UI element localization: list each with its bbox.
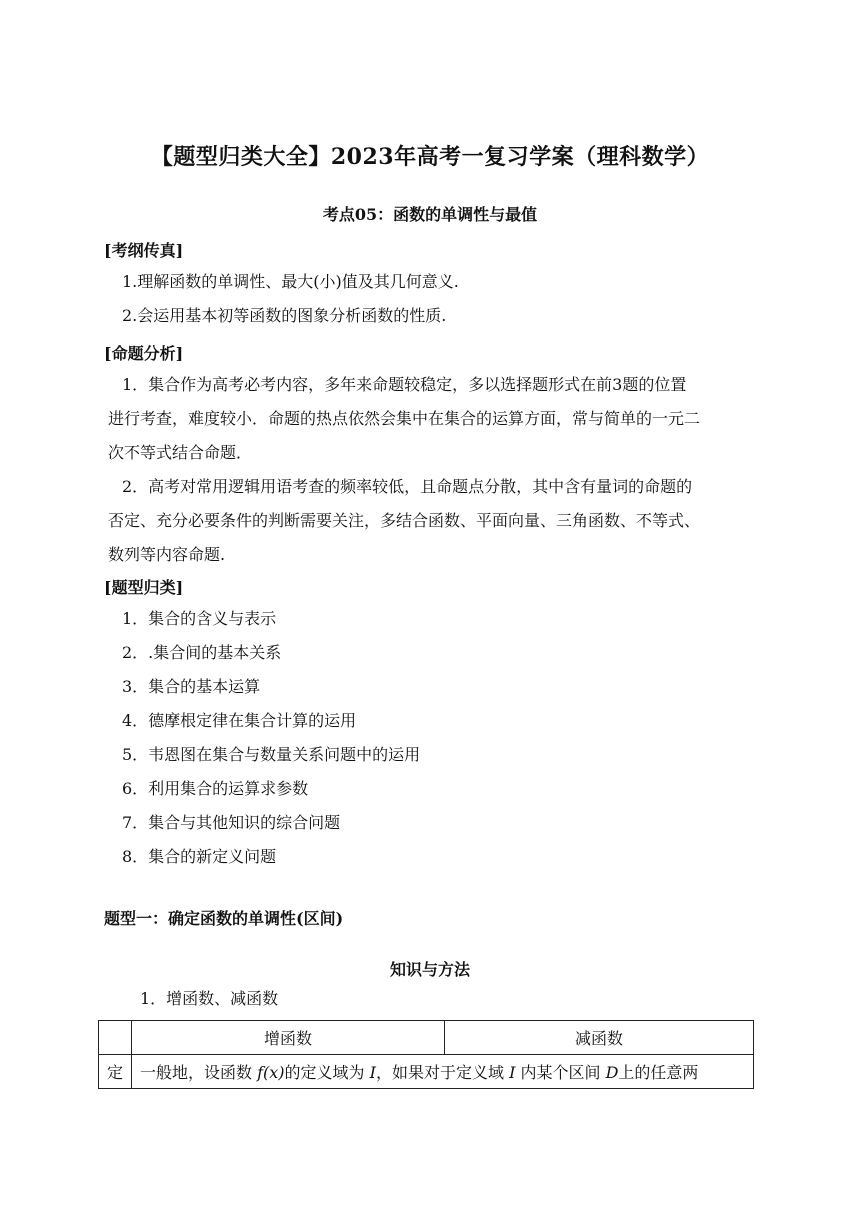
fx-symbol: f(x) (257, 1063, 285, 1082)
function-table (98, 1020, 754, 1089)
table-header-row (99, 1021, 754, 1055)
category-item: 8．集合的新定义问题 (122, 847, 277, 866)
category-item: 4．德摩根定律在集合计算的运用 (122, 711, 357, 730)
definition-cell (132, 1055, 754, 1089)
row-label-definition: 定 (99, 1055, 132, 1089)
point-1: 1．增函数、减函数 (140, 989, 279, 1008)
definition-text-4: 内某个区间 (515, 1063, 606, 1082)
definition-text-3: ，如果对于定义域 (375, 1063, 510, 1082)
outline-item-2: 2.会运用基本初等函数的图象分析函数的性质. (122, 306, 447, 325)
definition-text-1: 一般地，设函数 (140, 1063, 258, 1082)
analysis-p1-line2: 进行考查，难度较小．命题的热点依然会集中在集合的运算方面，常与简单的一元二 (108, 409, 701, 428)
domain-symbol-i-2: I (509, 1063, 516, 1082)
analysis-p2-line1: 2．高考对常用逻辑用语考查的频率较低，且命题点分散，其中含有量词的命题的 (122, 477, 693, 496)
outline-heading: [考纲传真] (104, 241, 184, 260)
page-title: 【题型归类大全】2023年高考一复习学案（理科数学） (150, 144, 710, 170)
outline-item-1: 1.理解函数的单调性、最大(小)值及其几何意义. (122, 272, 459, 291)
category-item: 7．集合与其他知识的综合问题 (122, 813, 341, 832)
category-item: 6．利用集合的运算求参数 (122, 779, 309, 798)
analysis-p1-line1: 1．集合作为高考必考内容，多年来命题较稳定，多以选择题形式在前3题的位置 (122, 375, 687, 394)
analysis-p2-line2: 否定、充分必要条件的判断需要关注，多结合函数、平面向量、三角函数、不等式、 (108, 511, 701, 530)
analysis-p2-line3: 数列等内容命题. (108, 545, 226, 564)
header-decreasing: 减函数 (445, 1021, 754, 1055)
definition-text-5: 上的任意两 (618, 1063, 699, 1082)
knowledge-heading: 知识与方法 (389, 960, 470, 979)
definition-text-2: 的定义域为 (284, 1063, 370, 1082)
category-item: 3．集合的基本运算 (122, 677, 261, 696)
domain-symbol-i: I (369, 1063, 376, 1082)
header-increasing: 增函数 (132, 1021, 445, 1055)
page-subtitle: 考点05：函数的单调性与最值 (322, 205, 538, 224)
table-corner-cell (99, 1021, 132, 1055)
type1-heading: 题型一：确定函数的单调性(区间) (104, 909, 344, 928)
categories-heading: [题型归类] (104, 578, 184, 597)
table-row (99, 1055, 754, 1089)
interval-symbol-d: D (605, 1063, 619, 1082)
analysis-p1-line3: 次不等式结合命题． (108, 443, 253, 462)
category-item: 5．韦恩图在集合与数量关系问题中的运用 (122, 745, 421, 764)
category-item: 2．.集合间的基本关系 (122, 643, 282, 662)
analysis-heading: [命题分析] (104, 344, 184, 363)
category-item: 1．集合的含义与表示 (122, 609, 277, 628)
